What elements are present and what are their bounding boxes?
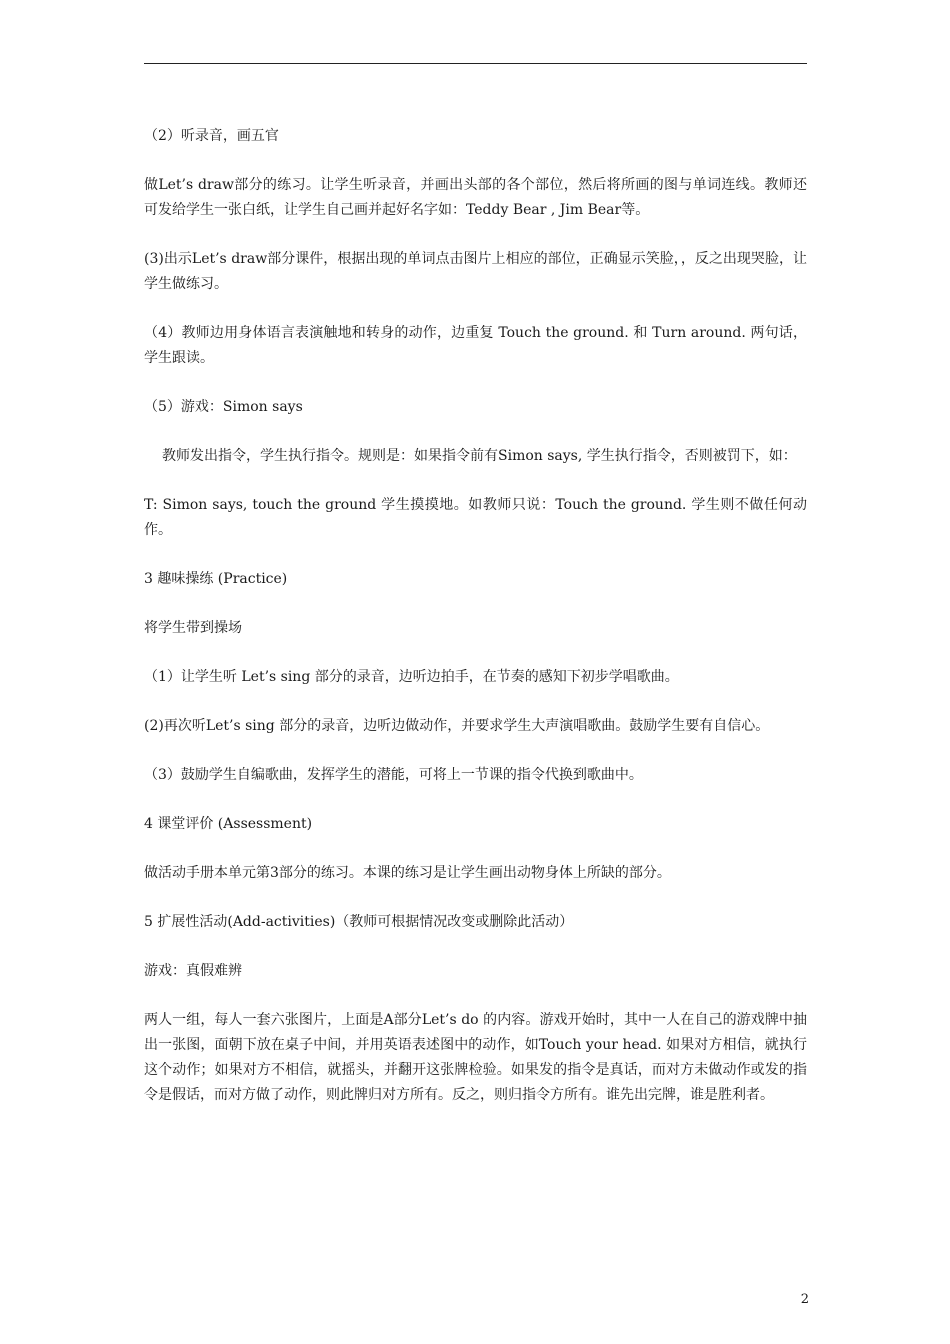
paragraph-simon-says-example: T: Simon says, touch the ground 学生摸摸地。如教师只说：Touch the ground. 学生则不做任何动作。 [144,497,807,538]
paragraph-courseware: (3)出示Let’s draw部分课件，根据出现的单词点击图片上相应的部位，正确显示笑脸，，反之出现哭脸，让学生做练习。 [144,251,807,292]
paragraph-lets-sing-3: （3）鼓励学生自编歌曲，发挥学生的潜能，可将上一节课的指令代换到歌曲中。 [144,767,643,783]
paragraph-lets-sing-2: (2)再次听Let’s sing 部分的录音，边听边做动作，并要求学生大声演唱歌曲。鼓励学生要有自信心。 [144,718,770,734]
document-body [144,124,807,1132]
paragraph-game-title: 游戏：真假难辨 [144,963,242,979]
paragraph-body-language: （4）教师边用身体语言表演触地和转身的动作，边重复 Touch the ground. 和 Turn around. 两句话，学生跟读。 [144,325,807,366]
paragraph-activity-book: 做活动手册本单元第3部分的练习。本课的练习是让学生画出动物身体上所缺的部分。 [144,865,671,881]
paragraph-lets-draw-exercise: 做Let’s draw部分的练习。让学生听录音，并画出头部的各个部位，然后将所画的图与单词连线。教师还可发给学生一张白纸，让学生自己画并起好名字如：Teddy Bear , Jim Bear等。 [144,177,807,218]
page-number: 2 [800,1292,809,1307]
paragraph-simon-says-heading: （5）游戏：Simon says [144,399,303,415]
section-heading-assessment: 4 课堂评价 (Assessment) [144,816,313,832]
paragraph-lets-sing-1: （1）让学生听 Let’s sing 部分的录音，边听边拍手，在节奏的感知下初步学唱歌曲。 [144,669,679,685]
paragraph-game-rules: 两人一组，每人一套六张图片，上面是A部分Let’s do 的内容。游戏开始时，其中一人在自己的游戏牌中抽出一张图，面朝下放在桌子中间，并用英语表述图中的动作，如Touch your head. 如果对方相信，就执行这个动作；如果对方不相信，就摇头，并翻开这张牌检验。如果发的指令是真话，而对方未做动作或发的指令是假话，而对方做了动作，则此牌归对方所有。反之，则归指令方所有。谁先出完牌，谁是胜利者。 [144,1012,807,1103]
section-heading-practice: 3 趣味操练 (Practice) [144,571,288,587]
paragraph-listen-draw: （2）听录音，画五官 [144,128,279,144]
paragraph-playground: 将学生带到操场 [144,620,242,636]
paragraph-simon-says-rules: 教师发出指令，学生执行指令。规则是：如果指令前有Simon says, 学生执行指令，否则被罚下，如： [162,448,797,464]
header-rule [144,63,807,64]
section-heading-add-activities: 5 扩展性活动(Add-activities)（教师可根据情况改变或删除此活动） [144,914,574,930]
